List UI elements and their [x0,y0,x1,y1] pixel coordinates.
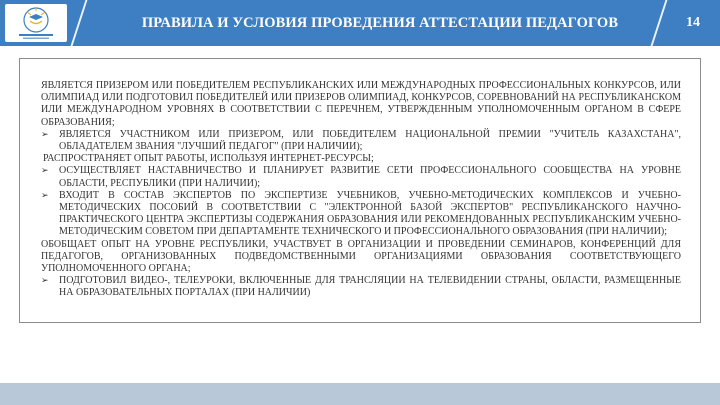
bullet-text-4: ПОДГОТОВИЛ ВИДЕО-, ТЕЛЕУРОКИ, ВКЛЮЧЕННЫЕ ДЛЯ ТРАНСЛЯЦИИ НА ТЕЛЕВИДЕНИИ СТРАНЫ, ОБЛАСТИ, РАЗМЕЩЕННЫЕ НА ОБРАЗОВАТЕЛЬНЫХ ПОРТАЛАХ (ПРИ НАЛИЧИИ) [59,275,681,299]
education-emblem-icon [5,4,67,42]
bullet-item-2 [41,165,681,189]
arrow-bullet-icon: ➢ [41,129,49,140]
paragraph-2: РАСПРОСТРАНЯЕТ ОПЫТ РАБОТЫ, ИСПОЛЬЗУЯ ИНТЕРНЕТ-РЕСУРСЫ; [43,153,374,165]
bullet-text-3: ВХОДИТ В СОСТАВ ЭКСПЕРТОВ ПО ЭКСПЕРТИЗЕ УЧЕБНИКОВ, УЧЕБНО-МЕТОДИЧЕСКИХ КОМПЛЕКСОВ И УЧЕБНО-МЕТОДИЧЕСКИХ ПОСОБИЙ В СООТВЕТСТВИИ С "ЭЛЕКТРОННОЙ БАЗОЙ ЭКСПЕРТОВ" РЕСПУБЛИКАНСКОГО НАУЧНО-ПРАКТИЧЕСКОГО ЦЕНТРА ЭКСПЕРТИЗЫ СОДЕРЖАНИЯ ОБРАЗОВАНИЯ ИЛИ РЕКОМЕНДОВАННЫХ РЕСПУБЛИКАНСКИМ УЧЕБНО-МЕТОДИЧЕСКИМ СОВЕТОМ ПРИ ДЕПАРТАМЕНТЕ ТЕХНИЧЕСКОГО И ПРОФЕССИОНАЛЬНОГО ОБРАЗОВАНИЯ (ПРИ НАЛИЧИИ); [59,189,681,238]
bullet-item-4 [41,275,681,299]
header-divider-left [71,0,88,46]
arrow-bullet-icon: ➢ [41,276,49,287]
content-body [41,80,681,300]
paragraph-1: ЯВЛЯЕТСЯ ПРИЗЕРОМ ИЛИ ПОБЕДИТЕЛЕМ РЕСПУБЛИКАНСКИХ ИЛИ МЕЖДУНАРОДНЫХ ПРОФЕССИОНАЛЬНЫХ КОНКУРСОВ, ИЛИ ОЛИМПИАД ИЛИ ПОДГОТОВИЛ ПОБЕДИТЕЛЕЙ ИЛИ ПРИЗЕРОВ ОЛИМПИАД, КОНКУРСОВ, СОРЕВНОВАНИЙ НА РЕСПУБЛИКАНСКОМ ИЛИ МЕЖДУНАРОДНОМ УРОВНЯХ В СООТВЕТСТВИИ С ПЕРЕЧНЕМ, УТВЕРЖДЕННЫМ УПОЛНОМОЧЕННЫМ ОРГАНОМ В СФЕРЕ ОБРАЗОВАНИЯ; [41,80,681,128]
arrow-bullet-icon: ➢ [41,190,49,201]
slide-header [0,0,720,46]
paragraph-3: ОБОБЩАЕТ ОПЫТ НА УРОВНЕ РЕСПУБЛИКИ, УЧАСТВУЕТ В ОРГАНИЗАЦИИ И ПРОВЕДЕНИИ СЕМИНАРОВ, КОНФЕРЕНЦИЙ ДЛЯ ПЕДАГОГОВ, ОРГАНИЗОВАННЫХ ПОДВЕДОМСТВЕННЫМИ ОРГАНИЗАЦИЯМИ ОБРАЗОВАНИЯ СООТВЕТСТВУЮЩЕГО УПОЛНОМОЧЕННОГО ОРГАНА; [41,238,681,275]
bullet-item-1 [41,129,681,153]
footer-bar [0,383,720,405]
bullet-text-2: ОСУЩЕСТВЛЯЕТ НАСТАВНИЧЕСТВО И ПЛАНИРУЕТ РАЗВИТИЕ СЕТИ ПРОФЕССИОНАЛЬНОГО СООБЩЕСТВА НА УРОВНЕ ОБЛАСТИ, РЕСПУБЛИКИ (ПРИ НАЛИЧИИ); [59,165,681,189]
page-number: 14 [686,15,700,30]
bullet-item-3 [41,190,681,239]
logo [5,4,67,42]
page-title: ПРАВИЛА И УСЛОВИЯ ПРОВЕДЕНИЯ АТТЕСТАЦИИ ПЕДАГОГОВ [141,15,619,31]
arrow-bullet-icon: ➢ [41,166,49,177]
bullet-text-1: ЯВЛЯЕТСЯ УЧАСТНИКОМ ИЛИ ПРИЗЕРОМ, ИЛИ ПОБЕДИТЕЛЕМ НАЦИОНАЛЬНОЙ ПРЕМИИ "УЧИТЕЛЬ КАЗАХСТАНА", ОБЛАДАТЕЛЕМ ЗВАНИЯ "ЛУЧШИЙ ПЕДАГОГ" (ПРИ НАЛИЧИИ); [59,128,681,153]
